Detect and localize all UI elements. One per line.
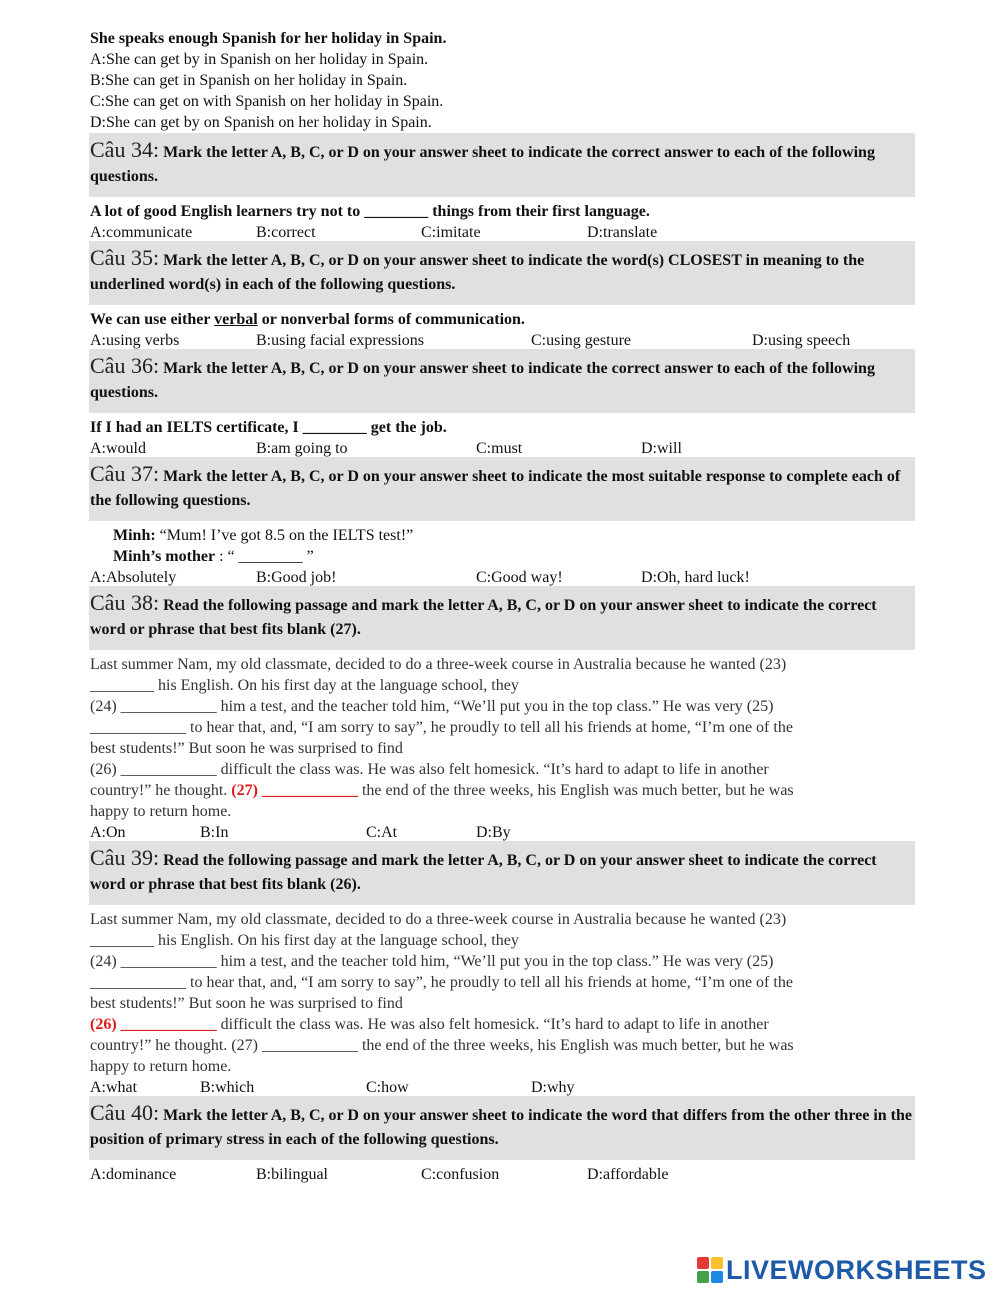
- dialogue-line: [113, 546, 915, 567]
- question-37: [90, 457, 915, 588]
- passage-line: country!” he thought. (27) ____________ the end of the three weeks, his English was much better, but he was: [90, 1037, 794, 1054]
- option-d[interactable]: D:affordable: [587, 1166, 669, 1183]
- option-b[interactable]: B:correct: [256, 224, 316, 241]
- highlighted-blank: (26) ____________: [90, 1016, 217, 1033]
- option-d[interactable]: D:translate: [587, 224, 658, 241]
- speaker-name: Minh’s mother: [113, 548, 216, 565]
- underlined-word: verbal: [214, 311, 258, 328]
- question-header: [89, 241, 915, 305]
- options-row: [90, 330, 915, 351]
- worksheet-page: [90, 28, 915, 1185]
- question-stem: [90, 309, 915, 330]
- passage-text: country!” he thought.: [90, 782, 232, 799]
- question-instruction: Mark the letter A, B, C, or D on your answer sheet to indicate the most suitable response to complete each of the following questions.: [90, 468, 901, 509]
- highlighted-blank: (27) ____________: [231, 782, 358, 799]
- question-stem: A lot of good English learners try not to ________ things from their first language.: [90, 203, 650, 220]
- passage-line: ________ his English. On his first day at the language school, they: [90, 677, 519, 694]
- passage-line: (24) ____________ him a test, and the teacher told him, “We’ll put you in the top class.” He was very (25): [90, 953, 774, 970]
- option-a[interactable]: A:what: [90, 1079, 138, 1096]
- question-instruction: Mark the letter A, B, C, or D on your answer sheet to indicate the correct answer to each of the following questions.: [90, 144, 875, 185]
- question-instruction: Mark the letter A, B, C, or D on your answer sheet to indicate the word that differs from the other three in the position of primary stress in each of the following questions.: [90, 1107, 912, 1148]
- question-34: [90, 133, 915, 243]
- logo-icon: [697, 1257, 723, 1283]
- logo-square: [711, 1257, 723, 1269]
- speech-text: : “ ________ ”: [215, 548, 314, 565]
- question-number: Câu 40:: [90, 1100, 160, 1125]
- option-d[interactable]: D:By: [476, 824, 511, 841]
- question-instruction: Mark the letter A, B, C, or D on your answer sheet to indicate the correct answer to each of the following questions.: [90, 360, 875, 401]
- question-stem: If I had an IELTS certificate, I ________ get the job.: [90, 419, 447, 436]
- options-row: [90, 1164, 915, 1185]
- option-a[interactable]: A:using verbs: [90, 332, 180, 349]
- question-number: Câu 34:: [90, 137, 160, 162]
- option-a[interactable]: A:communicate: [90, 224, 193, 241]
- logo-square: [711, 1271, 723, 1283]
- option-c[interactable]: C:how: [366, 1079, 409, 1096]
- stem-text: We can use either: [90, 311, 215, 328]
- question-36: [90, 349, 915, 459]
- question-header: [89, 1096, 915, 1160]
- question-header: [89, 841, 915, 905]
- options-row: [90, 1077, 915, 1098]
- question-40: [90, 1096, 915, 1185]
- option-d: D:She can get by on Spanish on her holiday in Spain.: [90, 114, 432, 131]
- question-number: Câu 36:: [90, 353, 160, 378]
- question-number: Câu 38:: [90, 590, 160, 615]
- dialogue: [90, 525, 915, 567]
- option-d[interactable]: D:using speech: [752, 332, 851, 349]
- option-b[interactable]: B:In: [200, 824, 229, 841]
- option-c: C:She can get on with Spanish on her holiday in Spain.: [90, 93, 444, 110]
- options-row: [90, 822, 915, 843]
- option-c[interactable]: C:Good way!: [476, 569, 563, 586]
- option-c[interactable]: C:using gesture: [531, 332, 631, 349]
- question-35: [90, 241, 915, 351]
- option-d[interactable]: D:will: [641, 440, 682, 457]
- question-38: [90, 586, 915, 843]
- options-row: [90, 438, 915, 459]
- question-stem: She speaks enough Spanish for her holiday in Spain.: [90, 30, 447, 47]
- question-header: [89, 349, 915, 413]
- options-row: [90, 567, 915, 588]
- passage-line: ________ his English. On his first day at the language school, they: [90, 932, 519, 949]
- question-header: [89, 457, 915, 521]
- question-number: Câu 35:: [90, 245, 160, 270]
- option-c[interactable]: C:At: [366, 824, 398, 841]
- option-d[interactable]: D:why: [531, 1079, 575, 1096]
- option-c[interactable]: C:confusion: [421, 1166, 500, 1183]
- reading-passage: [90, 654, 915, 822]
- passage-line: happy to return home.: [90, 803, 232, 820]
- passage-text: difficult the class was. He was also felt homesick. “It’s hard to adapt to life in another: [216, 1016, 769, 1033]
- question-instruction: Read the following passage and mark the letter A, B, C, or D on your answer sheet to indicate the correct word or phrase that best fits blank (27).: [90, 597, 877, 638]
- option-b: B:She can get in Spanish on her holiday in Spain.: [90, 72, 408, 89]
- dialogue-line: [113, 525, 915, 546]
- question-instruction: Read the following passage and mark the letter A, B, C, or D on your answer sheet to indicate the correct word or phrase that best fits blank (26).: [90, 852, 877, 893]
- option-a[interactable]: A:On: [90, 824, 126, 841]
- speech-text: “Mum! I’ve got 8.5 on the IELTS test!”: [155, 527, 414, 544]
- option-b[interactable]: B:using facial expressions: [256, 332, 424, 349]
- option-a: A:She can get by in Spanish on her holiday in Spain.: [90, 51, 429, 68]
- passage-line: best students!” But soon he was surprised to find: [90, 740, 403, 757]
- stem-text: or nonverbal forms of communication.: [257, 311, 525, 328]
- liveworksheets-logo: [697, 1255, 987, 1285]
- passage-line: happy to return home.: [90, 1058, 232, 1075]
- option-c[interactable]: C:must: [476, 440, 523, 457]
- option-b[interactable]: B:am going to: [256, 440, 348, 457]
- passage-line: ____________ to hear that, and, “I am sorry to say”, he proudly to tell all his friends at home, “I’m one of the: [90, 974, 793, 991]
- passage-text: the end of the three weeks, his English was much better, but he was: [357, 782, 794, 799]
- question-header: [89, 133, 915, 197]
- option-a[interactable]: A:Absolutely: [90, 569, 177, 586]
- passage-line: Last summer Nam, my old classmate, decided to do a three-week course in Australia because he wanted (23): [90, 911, 787, 928]
- option-a[interactable]: A:dominance: [90, 1166, 177, 1183]
- speaker-name: Minh:: [113, 527, 156, 544]
- passage-line: (26) ____________ difficult the class was. He was also felt homesick. “It’s hard to adapt to life in another: [90, 761, 769, 778]
- passage-line: (24) ____________ him a test, and the teacher told him, “We’ll put you in the top class.” He was very (25): [90, 698, 774, 715]
- option-c[interactable]: C:imitate: [421, 224, 481, 241]
- question-number: Câu 37:: [90, 461, 160, 486]
- question-number: Câu 39:: [90, 845, 160, 870]
- options-row: [90, 222, 915, 243]
- reading-passage: [90, 909, 915, 1077]
- option-d[interactable]: D:Oh, hard luck!: [641, 569, 750, 586]
- question-33: [90, 28, 915, 133]
- question-instruction: Mark the letter A, B, C, or D on your answer sheet to indicate the word(s) CLOSEST in meaning to the underlined word(s) in each of the following questions.: [90, 252, 865, 293]
- passage-line: ____________ to hear that, and, “I am sorry to say”, he proudly to tell all his friends at home, “I’m one of the: [90, 719, 793, 736]
- logo-text: LIVEWORKSHEETS: [726, 1254, 987, 1285]
- passage-line: best students!” But soon he was surprised to find: [90, 995, 403, 1012]
- logo-square: [697, 1271, 709, 1283]
- passage-line: [90, 1014, 915, 1035]
- passage-line: Last summer Nam, my old classmate, decided to do a three-week course in Australia because he wanted (23): [90, 656, 787, 673]
- passage-line: [90, 780, 915, 801]
- option-b[interactable]: B:which: [200, 1079, 255, 1096]
- logo-square: [697, 1257, 709, 1269]
- question-39: [90, 841, 915, 1098]
- option-b[interactable]: B:Good job!: [256, 569, 337, 586]
- option-b[interactable]: B:bilingual: [256, 1166, 328, 1183]
- option-a[interactable]: A:would: [90, 440, 146, 457]
- question-header: [89, 586, 915, 650]
